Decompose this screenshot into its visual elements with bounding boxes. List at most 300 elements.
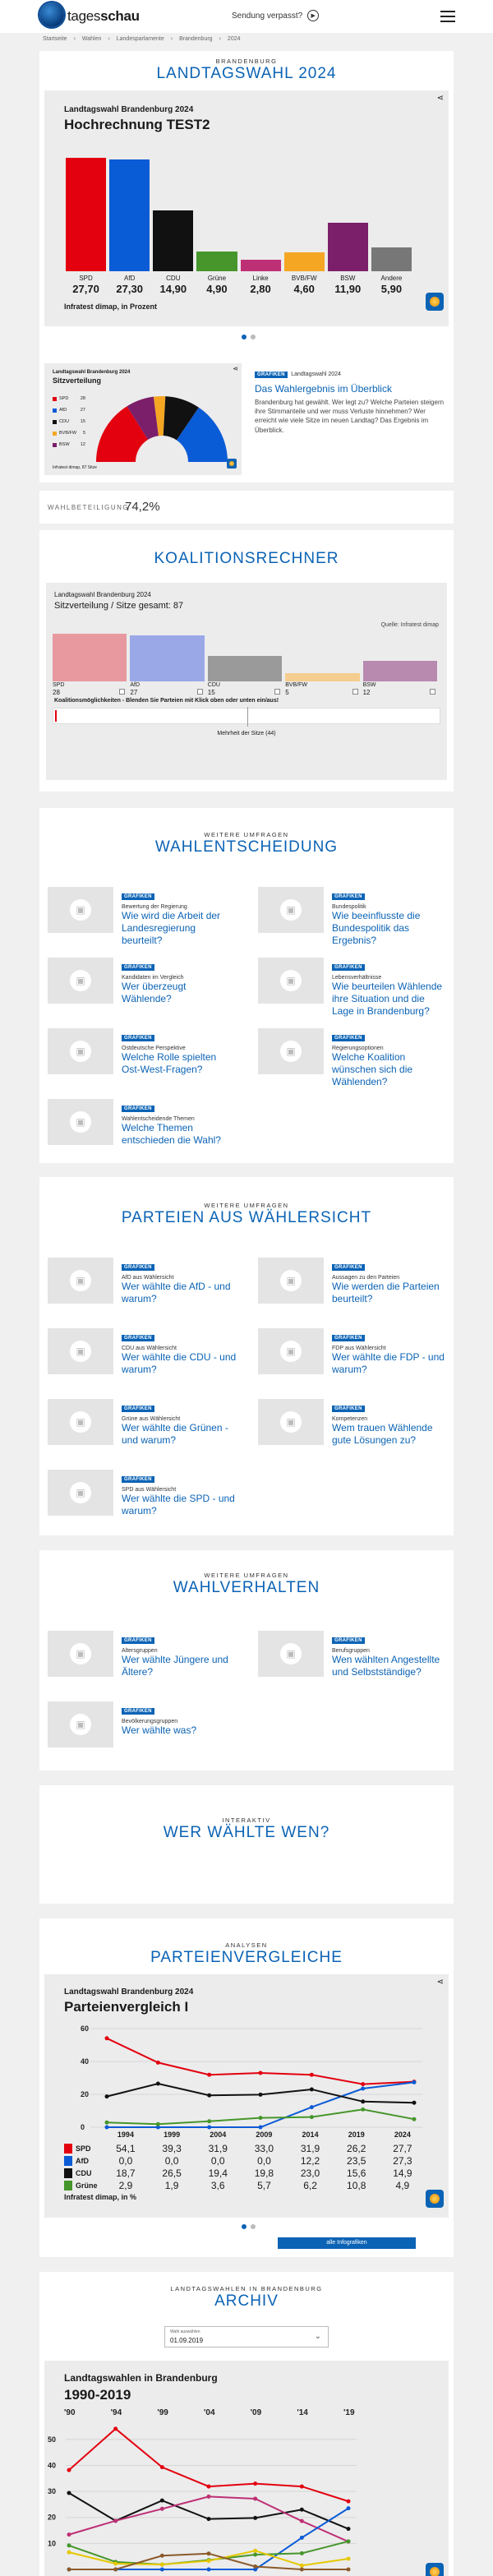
- legend-swatch: [64, 2181, 72, 2191]
- teaser-text: [332, 958, 447, 1018]
- table-cell: 31,9: [208, 2142, 228, 2154]
- data-point: [253, 2496, 257, 2500]
- brand-logo[interactable]: tagesschau: [67, 8, 140, 24]
- table-cell: 19,8: [254, 2167, 274, 2179]
- table-cell: 1,9: [164, 2179, 179, 2191]
- data-point: [156, 2082, 160, 2086]
- teaser-item[interactable]: [48, 1028, 237, 1094]
- teaser-text: [122, 958, 237, 1005]
- teaser-item[interactable]: [258, 887, 447, 953]
- teaser-meta: CDU aus Wählersicht: [122, 1346, 177, 1351]
- teaser-item[interactable]: [258, 1328, 447, 1394]
- y-tick-label: 50: [48, 2435, 57, 2444]
- image-placeholder-icon: ▣: [280, 1411, 302, 1433]
- teaser-title[interactable]: Wer wählte die CDU - und warum?: [122, 1351, 237, 1375]
- table-cell: 26,5: [162, 2167, 182, 2179]
- data-point: [113, 2518, 117, 2523]
- teaser-thumbnail[interactable]: [258, 887, 324, 933]
- section-kicker: WEITERE UMFRAGEN: [204, 1572, 289, 1579]
- koalition-bar: [363, 661, 437, 681]
- chart-subtitle: Landtagswahl Brandenburg 2024: [64, 1987, 194, 1997]
- section-kicker: INTERAKTIV: [222, 1817, 271, 1824]
- breadcrumb: [43, 36, 241, 42]
- koalition-hint: Koalitionsmöglichkeiten - Blenden Sie Parteien mit Klick oben oder unten ein/aus!: [54, 698, 279, 704]
- turnout-value: 74,2%: [125, 500, 160, 514]
- bar-value-label: 4,90: [206, 283, 228, 295]
- data-point: [259, 2071, 263, 2075]
- data-point: [412, 2117, 417, 2121]
- teaser-title[interactable]: Wem trauen Wählende gute Lösungen zu?: [332, 1422, 433, 1446]
- tagesschau-logo-icon[interactable]: [39, 2, 64, 27]
- archiv-section: [39, 2272, 454, 2576]
- data-point: [105, 2036, 109, 2040]
- teaser-title[interactable]: Wer wählte die FDP - und warum?: [332, 1351, 445, 1375]
- line-chart: [44, 2407, 449, 2576]
- teaser-title[interactable]: Wer wählte Jüngere und Ältere?: [122, 1654, 228, 1678]
- teaser-meta: Bevölkerungsgruppen: [122, 1719, 178, 1724]
- wer-waehlte-wen-section[interactable]: [39, 1785, 454, 1904]
- series-name-cell: [64, 2156, 103, 2166]
- x-tick-label: '09: [250, 2408, 262, 2417]
- koalition-widget: [46, 583, 447, 780]
- teaser-meta: Bewertung der Regierung: [122, 904, 187, 910]
- line-chart: [44, 2024, 449, 2135]
- teaser-title[interactable]: Welche Themen entschieden die Wahl?: [122, 1122, 221, 1146]
- teaser-meta: Grüne aus Wählersicht: [122, 1416, 181, 1422]
- table-cell: 15,6: [347, 2167, 366, 2179]
- data-point: [67, 2468, 71, 2472]
- x-tick-label: '94: [110, 2408, 122, 2417]
- majority-bar[interactable]: [53, 708, 440, 724]
- koalition-party-bvbfw[interactable]: [285, 635, 359, 695]
- table-cell: 27,3: [393, 2154, 412, 2167]
- tag-grafiken: GRAFIKEN: [122, 1476, 154, 1483]
- teaser-meta: Ostdeutsche Perspektive: [122, 1046, 186, 1051]
- koalition-party-label: BSW: [362, 682, 376, 688]
- image-placeholder-icon: ▣: [280, 899, 302, 921]
- tag-grafiken: GRAFIKEN: [332, 1264, 365, 1271]
- page-title: LANDTAGSWAHL 2024: [156, 65, 337, 82]
- image-placeholder-icon: ▣: [280, 970, 302, 991]
- bar-value-label: 2,80: [250, 283, 271, 295]
- data-point: [347, 2539, 351, 2543]
- series-name: CDU: [76, 2168, 92, 2177]
- image-placeholder-icon: ▣: [70, 1643, 91, 1664]
- table-header-row: [64, 2131, 426, 2142]
- teaser-thumbnail[interactable]: [258, 1631, 324, 1677]
- checkbox-icon[interactable]: [352, 689, 358, 695]
- tag-grafiken: GRAFIKEN: [122, 1264, 154, 1271]
- teaser-title[interactable]: Wer wählte die AfD - und warum?: [122, 1281, 231, 1304]
- carousel-dots[interactable]: [242, 2224, 256, 2229]
- data-point: [207, 2094, 211, 2098]
- teaser-title[interactable]: Wer wählte was?: [122, 1724, 197, 1736]
- teaser-item[interactable]: [48, 1258, 237, 1323]
- teaser-item[interactable]: [48, 1470, 237, 1535]
- data-point: [347, 2557, 351, 2561]
- chart-title: Parteienvergleich I: [64, 1999, 189, 2015]
- menu-icon[interactable]: [440, 11, 455, 25]
- seat-legend-row: [53, 427, 85, 439]
- koalition-party-afd[interactable]: [130, 635, 204, 695]
- data-point: [300, 2485, 304, 2489]
- teaser-item[interactable]: [48, 958, 237, 1023]
- series-name-cell: [64, 2144, 103, 2154]
- teaser-text: [122, 1701, 237, 1737]
- koalition-subtitle: Landtagswahl Brandenburg 2024: [54, 591, 151, 598]
- bar-value-label: 27,30: [116, 283, 143, 295]
- image-placeholder-icon: ▣: [70, 1714, 91, 1735]
- data-point: [310, 2105, 314, 2109]
- bar-category-label: BSW: [340, 275, 356, 282]
- teaser-text: [332, 1328, 447, 1376]
- teaser-text: Brandenburg hat gewählt. Wer legt zu? Welche Parteien steigern ihre Stimmanteile und wer muss Verluste hinnehmen? Wer erreicht wie viele Sitze im neuen Landtag? Das Ergebnis im Überblick.: [255, 399, 445, 434]
- data-point: [67, 2551, 71, 2555]
- teaser-thumbnail[interactable]: [48, 1028, 113, 1074]
- section-title: PARTEIENVERGLEICHE: [150, 1949, 343, 1966]
- teaser-meta: Kompetenzen: [332, 1416, 368, 1422]
- breadcrumb-item[interactable]: Landesparlamente: [116, 36, 164, 42]
- checkbox-icon[interactable]: [430, 689, 435, 695]
- section-kicker: LANDTAGSWAHLEN IN BRANDENBURG: [170, 2285, 323, 2292]
- data-point: [207, 2485, 211, 2489]
- table-cell: 0,0: [118, 2154, 133, 2167]
- koalition-seat-label: 12: [362, 689, 371, 696]
- data-point: [156, 2061, 160, 2065]
- x-tick-label: 1994: [117, 2131, 134, 2139]
- tag-grafiken: GRAFIKEN: [332, 1637, 365, 1644]
- tagesschau-badge-icon: [426, 2190, 444, 2208]
- table-cell: 0,0: [210, 2154, 225, 2167]
- series-line-afd: [107, 2082, 414, 2127]
- legend-swatch: [53, 409, 57, 413]
- image-placeholder-icon: ▣: [70, 1041, 91, 1062]
- breadcrumb-item[interactable]: 2024: [227, 36, 241, 42]
- legend-party: CDU: [59, 419, 69, 424]
- tag-grafiken: GRAFIKEN: [122, 1035, 154, 1041]
- data-point: [105, 2126, 109, 2130]
- teaser-title[interactable]: Welche Koalition wünschen sich die Wählenden?: [332, 1051, 413, 1087]
- teaser-text: [332, 887, 447, 947]
- x-tick-label: 2014: [302, 2131, 319, 2139]
- share-icon[interactable]: ⋖: [233, 365, 238, 372]
- table-cell: 19,4: [208, 2167, 228, 2179]
- tag-grafiken: GRAFIKEN: [332, 1406, 365, 1412]
- teaser-item[interactable]: [48, 1099, 237, 1165]
- teaser-thumbnail[interactable]: [48, 1258, 113, 1304]
- tag-grafiken: GRAFIKEN: [122, 1637, 154, 1644]
- legend-seats: 5: [82, 431, 85, 436]
- x-tick-label: 1999: [164, 2131, 181, 2139]
- seat-legend: [53, 393, 85, 450]
- seat-legend-row: [53, 404, 85, 416]
- teaser-thumbnail[interactable]: [258, 1258, 324, 1304]
- data-point: [300, 2519, 304, 2523]
- bar-value-label: 14,90: [159, 283, 187, 295]
- image-placeholder-icon: ▣: [280, 1643, 302, 1664]
- legend-party: BSW: [59, 442, 70, 447]
- teaser-title[interactable]: Wie beeinflusste die Bundespolitik das Ergebnis?: [332, 910, 421, 946]
- x-tick-label: '90: [64, 2408, 76, 2417]
- table-cell: 0,0: [257, 2154, 271, 2167]
- teaser-item[interactable]: [258, 1399, 447, 1465]
- breadcrumb-item[interactable]: Brandenburg: [179, 36, 213, 42]
- data-point: [113, 2426, 117, 2431]
- tag-grafiken: GRAFIKEN: [122, 1335, 154, 1341]
- teaser-title[interactable]: Welche Rolle spielten Ost-West-Fragen?: [122, 1051, 217, 1075]
- teaser-thumbnail[interactable]: [258, 1328, 324, 1374]
- y-tick-label: 60: [81, 2024, 90, 2033]
- series-name: Grüne: [76, 2181, 98, 2190]
- bar-cdu: [153, 210, 193, 272]
- data-point: [253, 2481, 257, 2486]
- data-point: [347, 2527, 351, 2531]
- series-name: AfD: [76, 2156, 89, 2165]
- teaser-text: [332, 1258, 447, 1305]
- data-point: [347, 2506, 351, 2510]
- table-row: [64, 2154, 426, 2167]
- breadcrumb-separator-icon: ›: [73, 36, 76, 42]
- teaser-thumbnail[interactable]: [48, 1328, 113, 1374]
- data-point: [361, 2082, 365, 2086]
- parteienvergleich-chart: [44, 1974, 449, 2218]
- section-title: WAHLENTSCHEIDUNG: [154, 838, 339, 856]
- sendung-verpasst-link[interactable]: Sendung verpasst? ▶: [232, 10, 319, 21]
- data-point: [300, 2508, 304, 2512]
- chart-subtitle: Landtagswahlen in Brandenburg: [64, 2372, 218, 2384]
- koalition-party-cdu[interactable]: [208, 635, 282, 695]
- thumb-title: Sitzverteilung: [53, 376, 102, 385]
- teaser-thumbnail[interactable]: [258, 1028, 324, 1074]
- teaser-meta: Landtagswahl 2024: [291, 372, 341, 377]
- teaser-thumbnail[interactable]: [48, 1399, 113, 1445]
- legend-party: SPD: [59, 396, 69, 401]
- checkbox-icon[interactable]: [197, 689, 203, 695]
- image-placeholder-icon: ▣: [70, 970, 91, 991]
- select-label: Wahl auswählen: [170, 2329, 200, 2334]
- teaser-thumbnail[interactable]: [48, 1099, 113, 1145]
- bar-value-label: 4,60: [293, 283, 315, 295]
- koalition-party-bsw[interactable]: [363, 635, 437, 695]
- data-point: [361, 2087, 365, 2091]
- teaser-title[interactable]: Wie beurteilen Wählende ihre Situation und die Lage in Brandenburg?: [332, 981, 443, 1017]
- legend-seats: 27: [80, 408, 85, 413]
- table-cell: 4,9: [395, 2179, 410, 2191]
- turnout-row: [39, 491, 454, 524]
- section-kicker: WEITERE UMFRAGEN: [204, 831, 289, 838]
- teaser-thumbnail[interactable]: [48, 958, 113, 1004]
- legend-swatch: [64, 2168, 72, 2178]
- data-point: [160, 2568, 164, 2572]
- teaser-thumbnail[interactable]: [48, 1701, 113, 1747]
- carousel-dots[interactable]: [242, 335, 256, 339]
- data-point: [207, 2073, 211, 2077]
- teaser-text: [122, 1258, 237, 1305]
- sitzverteilung-thumb[interactable]: [44, 363, 242, 475]
- tagesschau-badge-icon: [227, 459, 237, 469]
- teaser-title[interactable]: Wie werden die Parteien beurteilt?: [332, 1281, 440, 1304]
- wahlverhalten-section: [39, 1550, 454, 1770]
- data-point: [105, 2121, 109, 2125]
- legend-party: AfD: [59, 408, 67, 413]
- x-tick-label: '14: [297, 2408, 308, 2417]
- tag-grafiken: GRAFIKEN: [122, 1106, 154, 1112]
- thumb-subtitle: Landtagswahl Brandenburg 2024: [53, 370, 131, 375]
- value-table: [64, 2131, 426, 2191]
- teaser-thumbnail[interactable]: [48, 887, 113, 933]
- koalition-party-label: AfD: [130, 682, 141, 688]
- wahlergebnis-teaser[interactable]: [255, 365, 449, 435]
- section-title[interactable]: WER WÄHLTE WEN?: [163, 1824, 330, 1841]
- teaser-title[interactable]: Wen wählten Angestellte und Selbstständige?: [332, 1654, 440, 1678]
- chart-source: Infratest dimap, in %: [64, 2193, 137, 2201]
- data-point: [300, 2564, 304, 2568]
- site-header: [0, 0, 493, 33]
- seat-legend-row: [53, 393, 85, 404]
- teaser-item[interactable]: [258, 958, 447, 1023]
- select-value: 01.09.2019: [170, 2337, 204, 2344]
- x-tick-label: '04: [204, 2408, 215, 2417]
- data-point: [207, 2126, 211, 2130]
- data-point: [300, 2551, 304, 2555]
- teaser-meta: Aussagen zu den Parteien: [332, 1275, 400, 1281]
- data-point: [347, 2500, 351, 2504]
- teaser-thumbnail[interactable]: [258, 1399, 324, 1445]
- data-point: [160, 2499, 164, 2503]
- bar-category-label: SPD: [79, 275, 93, 282]
- bar-category-label: Grüne: [207, 275, 227, 282]
- legend-seats: 12: [80, 442, 85, 447]
- teaser-meta: FDP aus Wählersicht: [332, 1346, 386, 1351]
- legend-swatch: [53, 432, 57, 436]
- table-row: [64, 2179, 426, 2191]
- bar-grne: [196, 252, 237, 272]
- data-point: [300, 2568, 304, 2572]
- data-point: [207, 2517, 211, 2521]
- teaser-headline[interactable]: Das Wahlergebnis im Überblick: [255, 383, 392, 395]
- legend-swatch: [64, 2144, 72, 2154]
- share-icon[interactable]: ⋖: [436, 94, 444, 103]
- data-point: [113, 2562, 117, 2566]
- koalition-party-label: BVB/FW: [285, 682, 308, 688]
- teaser-item[interactable]: [48, 1399, 237, 1465]
- legend-swatch: [53, 420, 57, 424]
- data-point: [259, 2116, 263, 2120]
- teaser-item[interactable]: [258, 1028, 447, 1094]
- koalition-party-label: SPD: [53, 682, 65, 688]
- teaser-title[interactable]: Wer wählte die SPD - und warum?: [122, 1493, 235, 1517]
- tagesschau-badge-icon: [426, 293, 444, 311]
- teaser-meta: SPD aus Wählersicht: [122, 1487, 177, 1493]
- teaser-thumbnail[interactable]: [48, 1631, 113, 1677]
- data-point: [259, 2126, 263, 2130]
- chart-title: Hochrechnung TEST2: [64, 117, 210, 132]
- bar-area: [64, 148, 413, 271]
- data-point: [310, 2115, 314, 2119]
- koalition-party-spd[interactable]: [53, 635, 127, 695]
- tag-grafiken: GRAFIKEN: [332, 1335, 365, 1341]
- series-name-cell: [64, 2181, 103, 2191]
- checkbox-icon[interactable]: [119, 689, 125, 695]
- y-tick-label: 20: [81, 2090, 90, 2098]
- bar-value-label: 5,90: [380, 283, 403, 295]
- tag-grafiken: GRAFIKEN: [122, 1708, 154, 1715]
- bar-value-label: 11,90: [334, 283, 362, 295]
- teaser-title[interactable]: Wie wird die Arbeit der Landesregierung beurteilt?: [122, 910, 221, 946]
- image-placeholder-icon: ▣: [280, 1041, 302, 1062]
- koalition-source: Quelle: Infratest dimap: [380, 622, 439, 628]
- teaser-item[interactable]: [48, 887, 237, 953]
- breadcrumb-item[interactable]: Startseite: [43, 36, 67, 42]
- data-point: [156, 2122, 160, 2126]
- x-tick-label: 2004: [210, 2131, 227, 2139]
- seat-legend-row: [53, 416, 85, 427]
- teaser-thumbnail[interactable]: [258, 958, 324, 1004]
- bar-value-label: 27,70: [72, 283, 99, 295]
- x-tick-label: 2019: [348, 2131, 365, 2139]
- data-point: [310, 2088, 314, 2092]
- data-point: [160, 2562, 164, 2566]
- breadcrumb-item[interactable]: Wahlen: [81, 36, 102, 42]
- checkbox-icon[interactable]: [274, 689, 280, 695]
- tag-grafiken: GRAFIKEN: [332, 1035, 365, 1041]
- y-tick-label: 30: [48, 2487, 57, 2496]
- teaser-text: [332, 1399, 447, 1447]
- image-placeholder-icon: ▣: [70, 1341, 91, 1362]
- teaser-title[interactable]: Wer wählte die Grünen - und warum?: [122, 1422, 228, 1446]
- table-row: [64, 2142, 426, 2154]
- bar-category-label: AfD: [124, 275, 136, 282]
- data-point: [67, 2491, 71, 2495]
- teaser-item[interactable]: [48, 1328, 237, 1394]
- hochrechnung-chart: [44, 90, 449, 326]
- legend-seats: 15: [80, 419, 85, 424]
- wahl-select[interactable]: [164, 2326, 329, 2347]
- teaser-thumbnail[interactable]: [48, 1470, 113, 1516]
- table-cell: 23,5: [347, 2154, 366, 2167]
- data-point: [412, 2080, 417, 2084]
- teaser-item[interactable]: [258, 1631, 447, 1697]
- series-name: SPD: [76, 2144, 91, 2153]
- teaser-item[interactable]: [258, 1258, 447, 1323]
- seat-legend-row: [53, 439, 85, 450]
- data-point: [160, 2465, 164, 2469]
- bar-linke: [241, 260, 281, 271]
- teaser-item[interactable]: [48, 1701, 237, 1767]
- image-placeholder-icon: ▣: [70, 1411, 91, 1433]
- teaser-text: [122, 1631, 237, 1678]
- all-infografiken-button[interactable]: alle Infografiken: [278, 2237, 416, 2249]
- koalition-bar: [208, 656, 282, 681]
- data-point: [253, 2549, 257, 2553]
- share-icon[interactable]: ⋖: [436, 1978, 444, 1987]
- y-tick-label: 20: [48, 2513, 57, 2522]
- data-point: [207, 2119, 211, 2123]
- teaser-meta: Regierungsoptionen: [332, 1046, 384, 1051]
- data-point: [253, 2516, 257, 2520]
- teaser-item[interactable]: [48, 1631, 237, 1697]
- data-point: [67, 2568, 71, 2572]
- table-cell: 12,2: [300, 2154, 320, 2167]
- teaser-title[interactable]: Wer überzeugt Wählende?: [122, 981, 187, 1004]
- legend-party: BVB/FW: [59, 431, 77, 436]
- section-kicker: WEITERE UMFRAGEN: [204, 1202, 289, 1209]
- y-tick-label: 10: [48, 2539, 57, 2548]
- teaser-meta: AfD aus Wählersicht: [122, 1275, 174, 1281]
- table-cell: 39,3: [162, 2142, 182, 2154]
- koalition-seat-label: 27: [130, 689, 138, 696]
- table-cell: 18,7: [116, 2167, 136, 2179]
